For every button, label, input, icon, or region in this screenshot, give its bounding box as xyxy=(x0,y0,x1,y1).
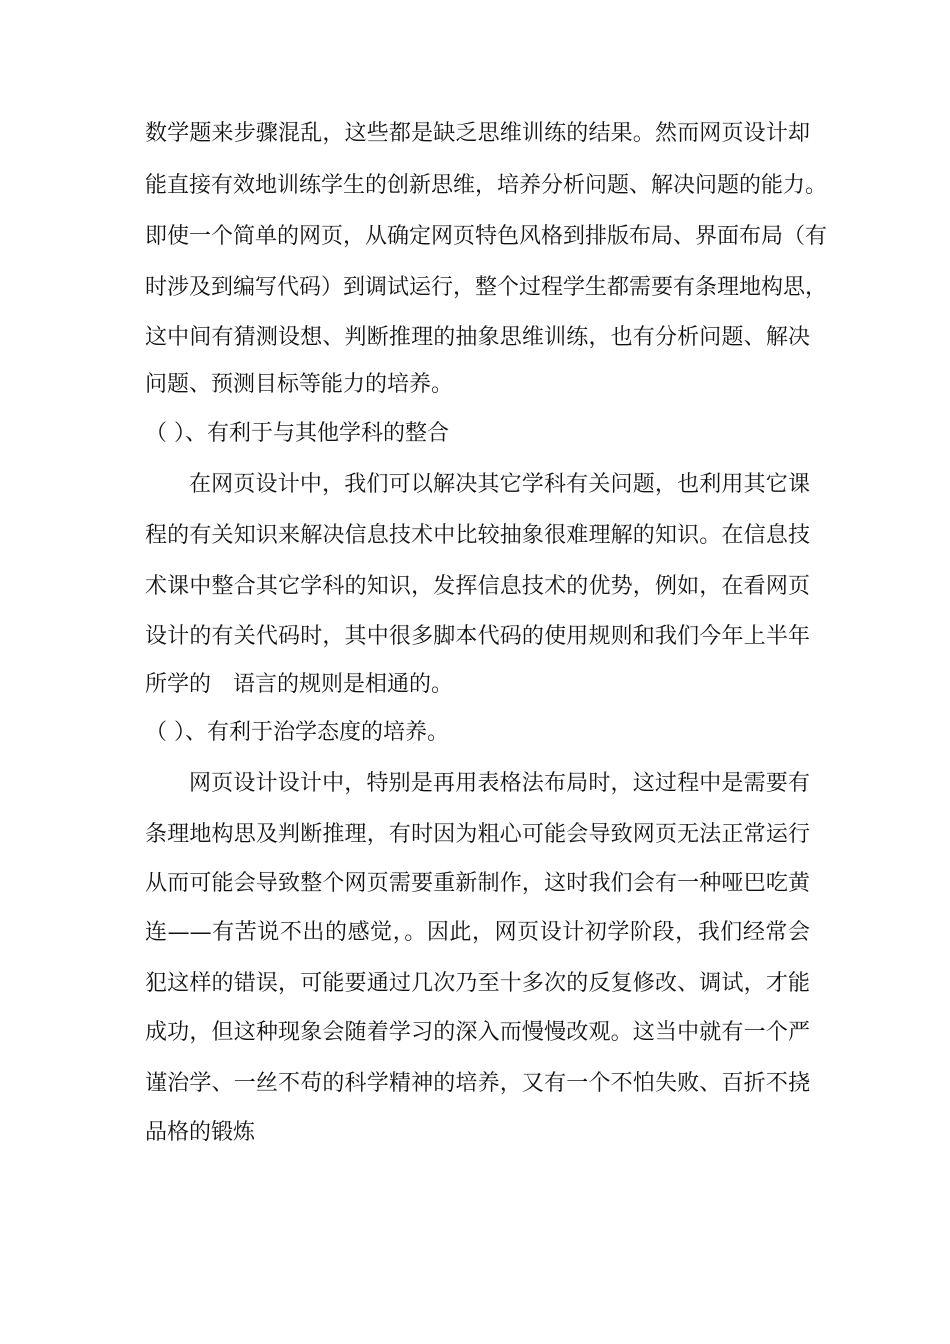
paragraph-line: 时涉及到编写代码）到调试运行，整个过程学生都需要有条理地构思， xyxy=(145,275,828,300)
paragraph-line: 问题、预测目标等能力的培养。 xyxy=(145,372,454,397)
paragraph-line: 能直接有效地训练学生的创新思维，培养分析问题、解决问题的能力。 xyxy=(145,173,828,198)
paragraph-line: 设计的有关代码时，其中很多脚本代码的使用规则和我们今年上半年 xyxy=(145,624,810,649)
paragraph-line: 网页设计设计中，特别是再用表格法布局时，这过程中是需要有 xyxy=(189,771,810,796)
paragraph-line: 术课中整合其它学科的知识，发挥信息技术的优势，例如，在看网页 xyxy=(145,574,810,599)
paragraph-line: 所学的 语言的规则是相通的。 xyxy=(145,672,454,697)
paragraph-line: 在网页设计中，我们可以解决其它学科有关问题，也利用其它课 xyxy=(189,472,810,497)
section-heading: （ ）、有利于治学态度的培养。 xyxy=(145,720,449,745)
paragraph-line: 连——有苦说不出的感觉，。因此，网页设计初学阶段，我们经常会 xyxy=(145,920,810,945)
paragraph-line: 成功，但这种现象会随着学习的深入而慢慢改观。这当中就有一个严 xyxy=(145,1020,810,1045)
paragraph-line: 犯这样的错误，可能要通过几次乃至十多次的反复修改、调试，才能 xyxy=(145,971,810,996)
paragraph-line: 谨治学、一丝不苟的科学精神的培养，又有一个不怕失败、百折不挠 xyxy=(145,1071,810,1096)
paragraph-line: 数学题来步骤混乱，这些都是缺乏思维训练的结果。然而网页设计却 xyxy=(145,121,810,146)
section-heading: （ ）、有利于与其他学科的整合 xyxy=(145,421,449,446)
paragraph-line: 从而可能会导致整个网页需要重新制作，这时我们会有一种哑巴吃黄 xyxy=(145,871,810,896)
paragraph-line: 程的有关知识来解决信息技术中比较抽象很难理解的知识。在信息技 xyxy=(145,523,810,548)
paragraph-line: 即使一个简单的网页，从确定网页特色风格到排版布局、界面布局（有 xyxy=(145,224,828,249)
paragraph-line: 这中间有猜测设想、判断推理的抽象思维训练，也有分析问题、解决 xyxy=(145,325,810,350)
paragraph-line: 品格的锻炼 xyxy=(145,1120,256,1145)
paragraph-line: 条理地构思及判断推理，有时因为粗心可能会导致网页无法正常运行 xyxy=(145,822,810,847)
